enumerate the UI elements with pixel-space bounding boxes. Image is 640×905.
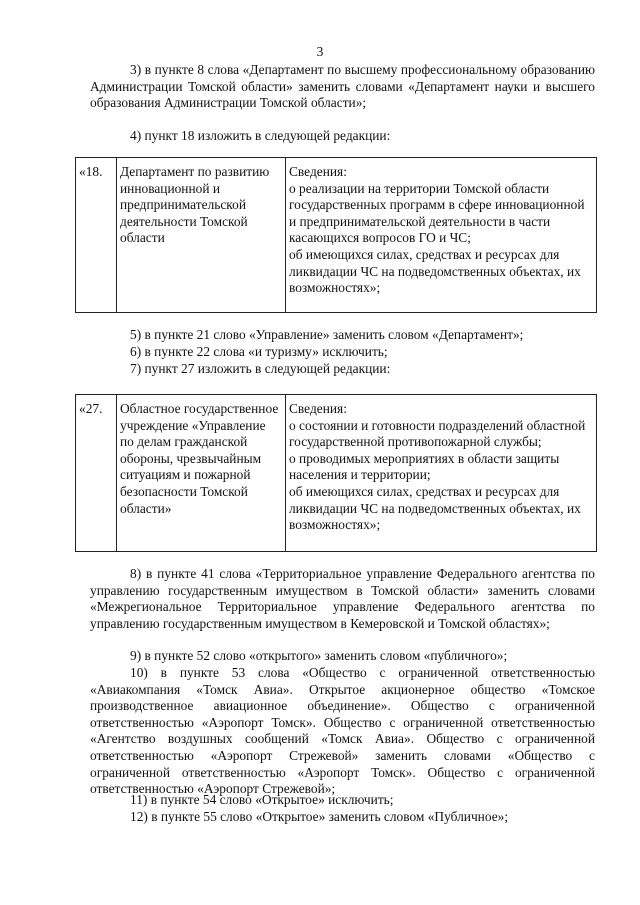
table-cell-number: «27. xyxy=(76,395,117,552)
table-cell-number: «18. xyxy=(76,158,117,313)
info-item: о реализации на территории Томской области государственных программ в сфере инновационной и предпринимательской деятельности в части касающихся вопросов ГО и ЧС; xyxy=(289,180,585,246)
amendment-table-18 xyxy=(75,157,597,313)
page-number: 3 xyxy=(316,44,324,59)
paragraph-6: 6) в пункте 22 слова «и туризму» исключить; xyxy=(130,344,388,359)
table-cell-name: Департамент по развитию инновационной и предпринимательской деятельности Томской области xyxy=(117,158,286,313)
amendment-table-27 xyxy=(75,394,597,552)
paragraph-8: 8) в пункте 41 слова «Территориальное управление Федерального агентства по управлению государственным имуществом в Томской области» заменить словами «Межрегиональное Территориальное управление Федерального агентства по управлению государственным имуществом в Кемеровской и Томской областях»; xyxy=(90,566,595,631)
paragraph-11: 11) в пункте 54 слово «Открытое» исключить; xyxy=(130,792,394,807)
paragraph-5: 5) в пункте 21 слово «Управление» заменить словом «Департамент»; xyxy=(130,327,524,342)
paragraph-9: 9) в пункте 52 слово «открытого» заменить словом «публичного»; xyxy=(130,648,508,663)
table-cell-info xyxy=(286,395,597,552)
info-item: об имеющихся силах, средствах и ресурсах для ликвидации ЧС на подведомственных объектах, их возможностях»; xyxy=(289,246,581,296)
table-cell-name: Областное государственное учреждение «Управление по делам гражданской обороны, чрезвычайным ситуациям и пожарной безопасности Томской области» xyxy=(117,395,286,552)
paragraph-7: 7) пункт 27 изложить в следующей редакции: xyxy=(130,361,391,376)
table-row xyxy=(76,395,597,552)
paragraph-3: 3) в пункте 8 слова «Департамент по высшему профессиональному образованию Администрации Томской области» заменить словами «Департамент науки и высшего образования Администрации Томской области»; xyxy=(90,62,595,111)
info-item: о состоянии и готовности подразделений областной государственной противопожарной службы; xyxy=(289,417,586,450)
info-title: Сведения: xyxy=(289,401,347,416)
paragraph-12: 12) в пункте 55 слово «Открытое» заменить словом «Публичное»; xyxy=(130,809,509,824)
info-title: Сведения: xyxy=(289,164,347,179)
info-item: об имеющихся силах, средствах и ресурсах для ликвидации ЧС на подведомственных объектах, их возможностях»; xyxy=(289,483,581,533)
table-row xyxy=(76,158,597,313)
paragraph-4: 4) пункт 18 изложить в следующей редакции: xyxy=(130,128,391,143)
paragraph-10: 10) в пункте 53 слова «Общество с ограниченной ответственностью «Авиакомпания «Томск Авиа». Открытое акционерное общество «Томское производственное авиационное объединение». Общество с ограниченной ответственностью «Аэропорт Томск». Общество с ограниченной ответственностью «Агентство воздушных сообщений «Томск Авиа». Общество с ограниченной ответственностью «Аэропорт Стрежевой» заменить словами «Общество с ограниченной ответственностью «Аэропорт Томск». Общество с ограниченной ответственностью «Аэропорт Стрежевой»; xyxy=(90,665,595,797)
table-cell-info xyxy=(286,158,597,313)
info-item: о проводимых мероприятиях в области защиты населения и территории; xyxy=(289,450,560,483)
